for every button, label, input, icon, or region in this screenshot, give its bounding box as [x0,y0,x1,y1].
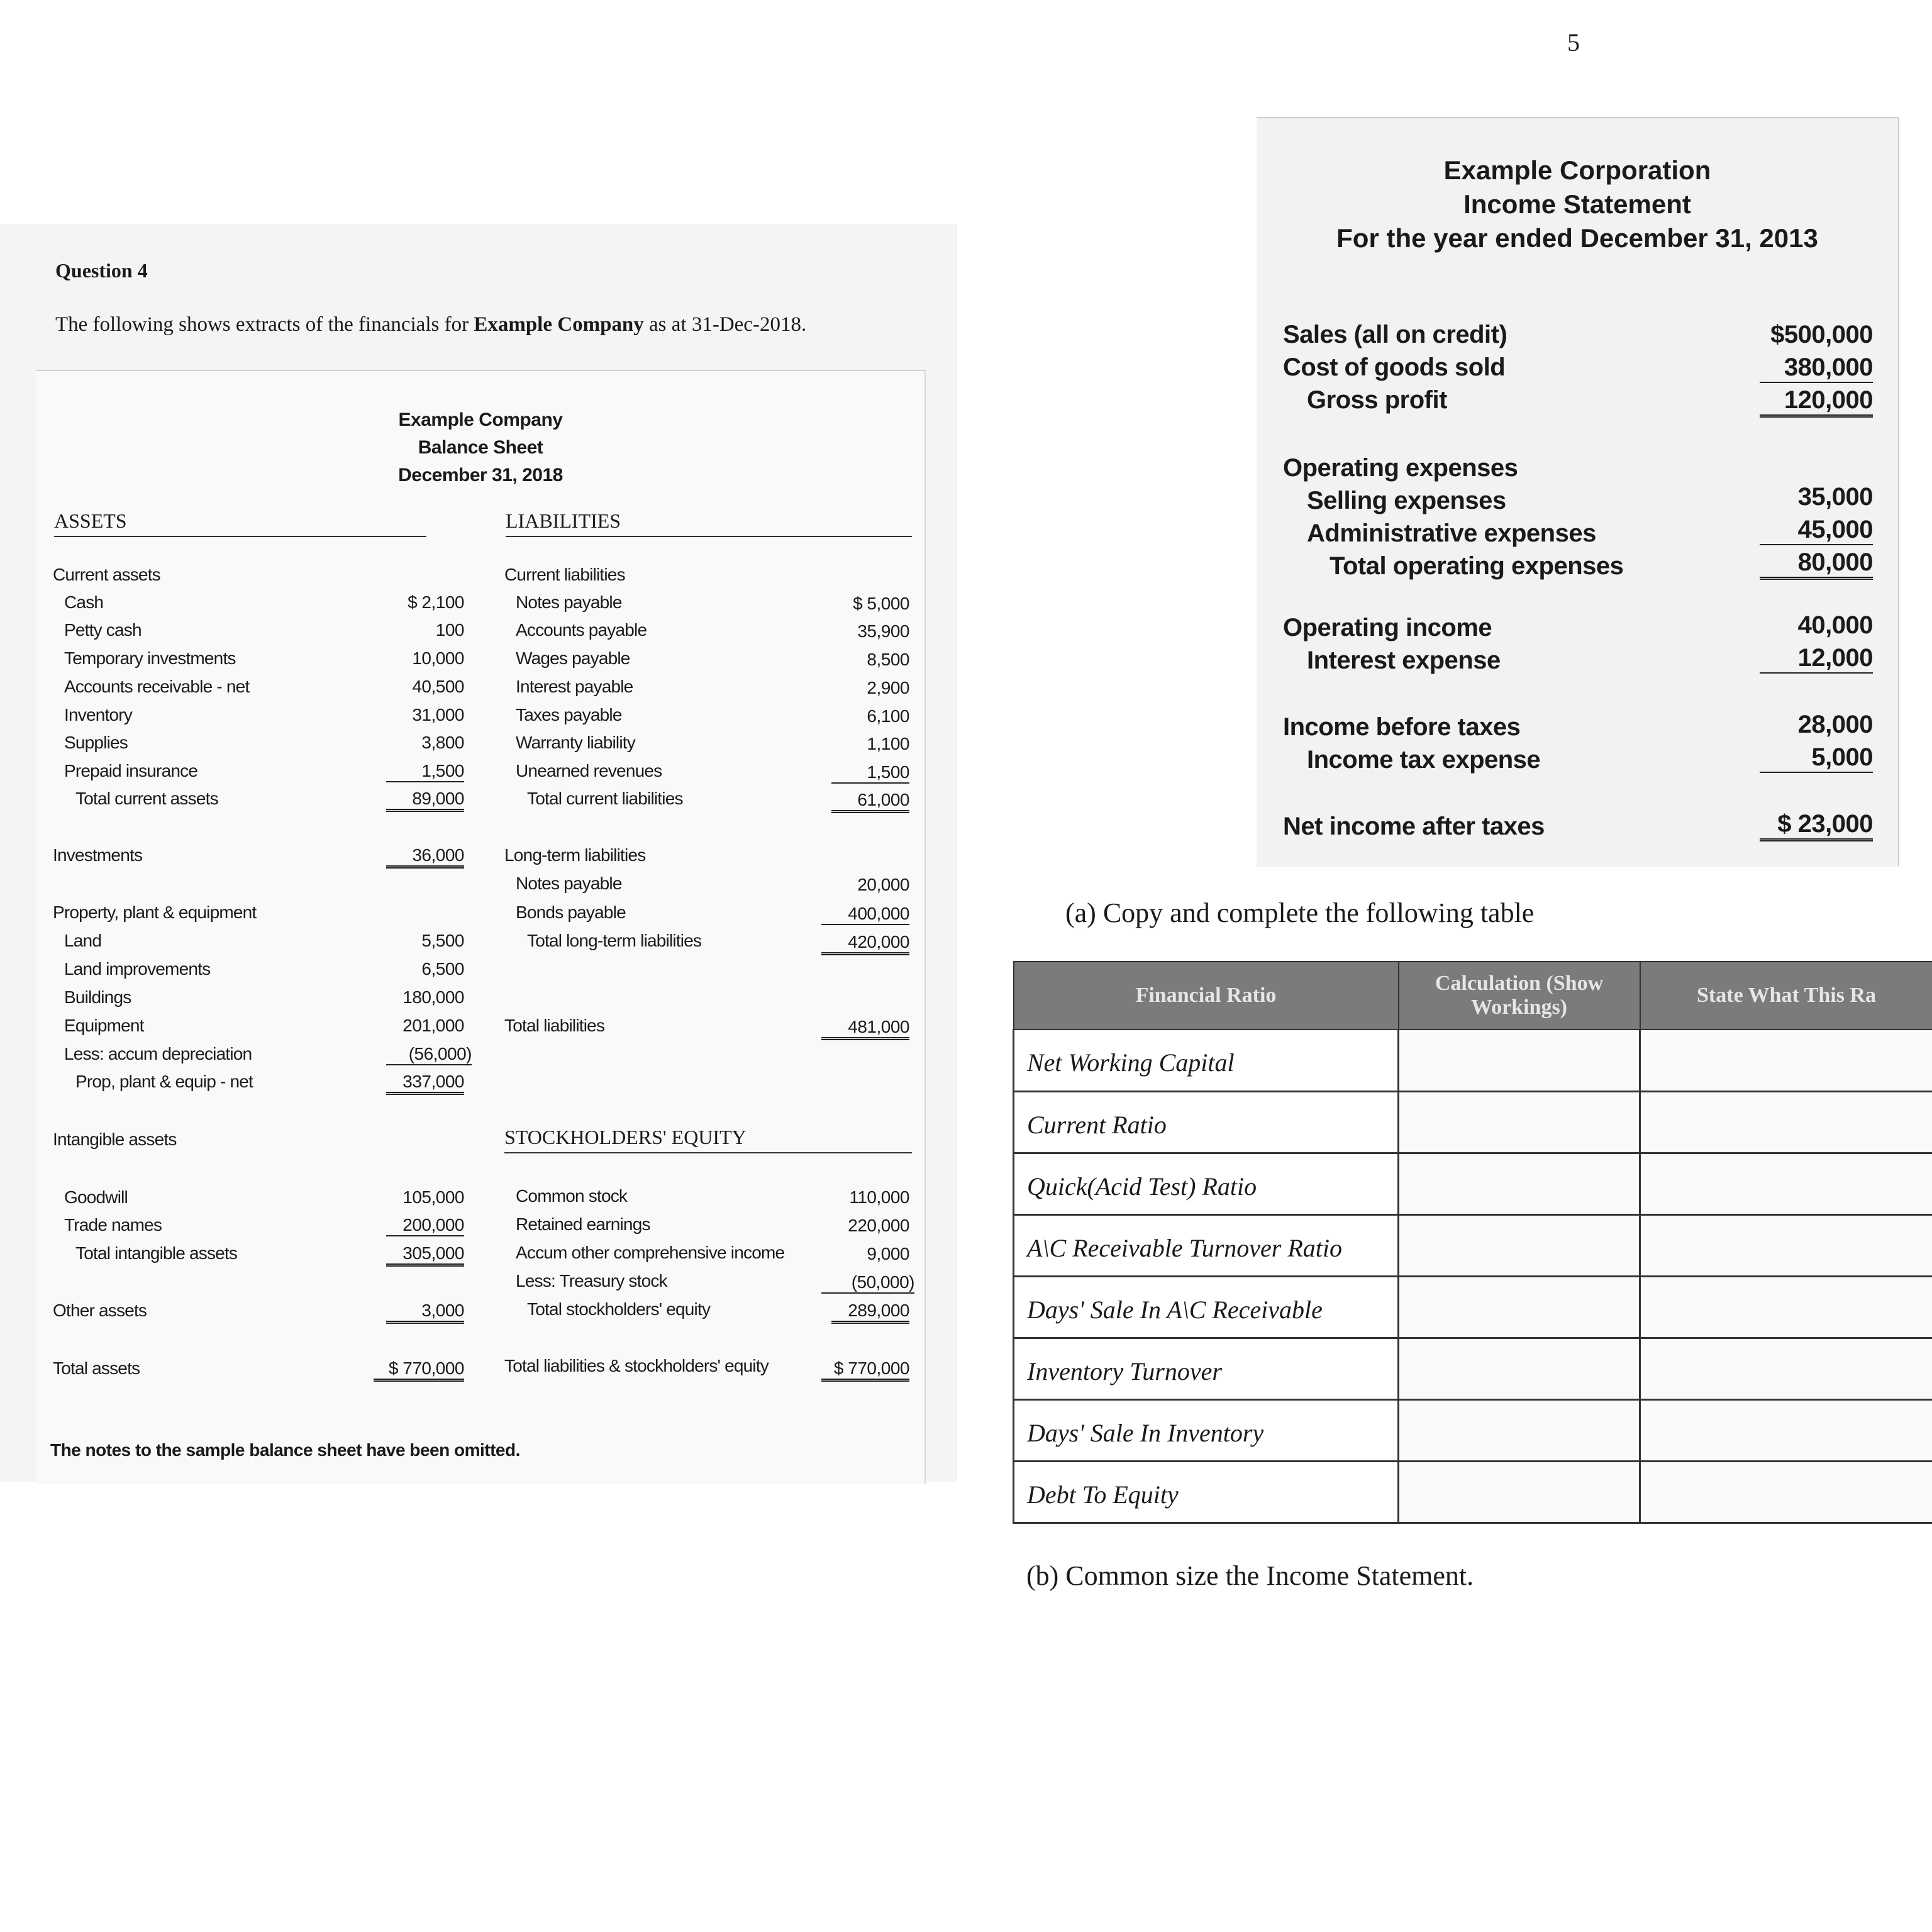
ratio-header-row [1014,962,1932,1030]
other-assets-label: Other assets [53,1301,147,1320]
intangible-label: Goodwill [64,1187,128,1207]
equity-title: STOCKHOLDERS' EQUITY [504,1126,747,1148]
cl-label: Notes payable [516,592,622,612]
bs-company: Example Company [398,409,563,430]
is-company: Example Corporation [1443,155,1711,185]
balance-sheet [36,370,926,1484]
admin-value: 45,000 [1760,516,1873,545]
header-calculation: Calculation (Show Workings) [1399,962,1640,1030]
ratio-name: Debt To Equity [1014,1461,1399,1523]
selling-label: Selling expenses [1307,487,1506,514]
net-income-value: $ 23,000 [1760,810,1873,841]
calculation-cell[interactable] [1399,1338,1640,1399]
equity-value: (50,000) [821,1272,914,1294]
table-row [1014,1461,1932,1523]
ppe-label: Buildings [64,987,131,1007]
intangible-value: 200,000 [386,1215,464,1236]
lt-label: Bonds payable [516,902,626,922]
is-period: For the year ended December 31, 2013 [1336,223,1818,253]
meaning-cell[interactable] [1640,1214,1932,1276]
lt-total-label: Total long-term liabilities [527,931,702,950]
ca-label: Temporary investments [64,648,236,668]
cl-value: $ 5,000 [853,594,909,613]
ppe-value: 180,000 [402,987,464,1007]
equity-label: Common stock [516,1186,628,1206]
table-row [1014,1214,1932,1276]
liabilities-title: LIABILITIES [506,509,621,532]
total-opex-label: Total operating expenses [1330,552,1624,580]
task-a: (a) Copy and complete the following table [1065,897,1535,928]
table-row [1014,1091,1932,1153]
meaning-cell[interactable] [1640,1461,1932,1523]
ratio-name: Current Ratio [1014,1091,1399,1153]
cogs-label: Cost of goods sold [1283,353,1506,381]
total-opex-value: 80,000 [1760,548,1873,580]
ca-label: Petty cash [64,620,142,640]
meaning-cell[interactable] [1640,1091,1932,1153]
total-liabilities-label: Total liabilities [504,1016,605,1035]
current-liabilities-heading: Current liabilities [504,565,625,584]
ca-value: $ 2,100 [408,592,464,612]
ppe-label: Less: accum depreciation [64,1044,252,1063]
sales-value: $500,000 [1770,321,1873,348]
intangibles-heading: Intangible assets [53,1130,177,1149]
ca-value: 100 [435,620,464,640]
ca-label: Prepaid insurance [64,761,198,780]
calculation-cell[interactable] [1399,1461,1640,1523]
cl-label: Warranty liability [516,733,635,752]
calculation-cell[interactable] [1399,1276,1640,1338]
ca-value: 10,000 [412,648,464,668]
intangibles-total-label: Total intangible assets [75,1243,238,1263]
income-statement [1257,117,1899,867]
meaning-cell[interactable] [1640,1153,1932,1214]
ca-label: Inventory [64,705,132,724]
question-title: Question 4 [55,259,148,282]
ppe-value: (56,000) [386,1044,472,1065]
page-number: 5 [1567,28,1580,57]
total-current-assets-label: Total current assets [75,789,218,808]
ppe-total-value: 337,000 [386,1072,464,1095]
cl-value: 1,100 [867,734,909,753]
interest-label: Interest expense [1307,647,1501,674]
balance-sheet-header [36,406,924,489]
current-assets-heading: Current assets [53,565,160,584]
intangibles-total-value: 305,000 [386,1243,464,1267]
intro-suffix: as at 31-Dec-2018. [643,313,807,336]
equity-label: Accum other comprehensive income [516,1243,785,1262]
task-b: (b) Common size the Income Statement. [1026,1560,1474,1591]
table-row [1014,1338,1932,1399]
intangible-value: 105,000 [402,1187,464,1207]
equity-value: 9,000 [867,1244,909,1263]
ratio-name: Inventory Turnover [1014,1338,1399,1399]
total-liabilities-value: 481,000 [821,1017,909,1040]
lt-liabilities-heading: Long-term liabilities [504,845,646,865]
calculation-cell[interactable] [1399,1153,1640,1214]
ppe-label: Land improvements [64,959,211,979]
opex-heading: Operating expenses [1283,454,1518,482]
total-equity-value: 289,000 [831,1301,909,1324]
assets-rule [54,536,426,537]
income-before-taxes-value: 28,000 [1797,711,1873,738]
ca-label: Accounts receivable - net [64,677,250,696]
table-row [1014,1030,1932,1091]
equity-label: Retained earnings [516,1214,650,1234]
ratio-name: Days' Sale In A\C Receivable [1014,1276,1399,1338]
calculation-cell[interactable] [1399,1091,1640,1153]
bs-date: December 31, 2018 [398,465,563,486]
liabilities-rule [506,536,912,537]
ppe-value: 6,500 [421,959,464,979]
investments-label: Investments [53,845,143,865]
gross-profit-label: Gross profit [1307,386,1447,414]
net-income-label: Net income after taxes [1283,813,1545,840]
cl-label: Interest payable [516,677,633,696]
equity-value: 220,000 [848,1216,909,1235]
lt-value: 400,000 [821,904,909,925]
ca-value: 3,800 [421,733,464,752]
ppe-heading: Property, plant & equipment [53,902,257,922]
tax-value: 5,000 [1760,743,1873,773]
cl-label: Taxes payable [516,705,622,724]
question-intro [55,313,806,336]
cogs-value: 380,000 [1760,353,1873,383]
meaning-cell[interactable] [1640,1030,1932,1091]
equity-label: Less: Treasury stock [516,1271,667,1291]
lt-total-value: 420,000 [821,932,909,955]
cl-label: Unearned revenues [516,761,662,780]
total-equity-label: Total stockholders' equity [527,1299,711,1319]
sales-label: Sales (all on credit) [1283,321,1507,348]
calculation-cell[interactable] [1399,1399,1640,1461]
balance-sheet-note: The notes to the sample balance sheet have been omitted. [50,1440,520,1460]
equity-value: 110,000 [849,1187,909,1207]
total-current-liabilities-label: Total current liabilities [527,789,683,808]
lt-label: Notes payable [516,874,622,893]
cl-value: 8,500 [867,650,909,669]
ca-value: 31,000 [412,705,464,724]
ca-label: Supplies [64,733,128,752]
operating-income-label: Operating income [1283,614,1492,641]
selling-value: 35,000 [1797,483,1873,511]
total-assets-label: Total assets [53,1358,140,1378]
intro-prefix: The following shows extracts of the financials for [55,313,474,336]
total-liab-equity-value: $ 770,000 [821,1358,909,1382]
total-current-liabilities-value: 61,000 [831,790,909,813]
investments-value: 36,000 [386,845,464,869]
balance-sheet-scan [0,224,957,1482]
total-liab-equity-label: Total liabilities & stockholders' equity [504,1356,769,1375]
total-assets-value: $ 770,000 [374,1358,464,1382]
cl-value: 2,900 [867,678,909,697]
total-current-assets-value: 89,000 [386,789,464,812]
header-state-meaning: State What This Ra [1640,962,1932,1030]
ca-label: Cash [64,592,104,612]
intro-company: Example Company [474,313,644,336]
cl-value: 6,100 [867,706,909,726]
is-title: Income Statement [1463,189,1691,219]
ratio-table-grid [1013,961,1932,1524]
bs-title: Balance Sheet [418,437,543,458]
ratio-name: Days' Sale In Inventory [1014,1399,1399,1461]
meaning-cell[interactable] [1640,1338,1932,1399]
meaning-cell[interactable] [1640,1276,1932,1338]
ppe-value: 201,000 [402,1016,464,1035]
calculation-cell[interactable] [1399,1214,1640,1276]
header-financial-ratio: Financial Ratio [1014,962,1399,1030]
calculation-cell[interactable] [1399,1030,1640,1091]
ratio-name: Quick(Acid Test) Ratio [1014,1153,1399,1214]
table-row [1014,1153,1932,1214]
income-statement-header [1257,153,1898,255]
cl-label: Accounts payable [516,620,647,640]
ca-value: 1,500 [386,761,464,782]
ratio-name: Net Working Capital [1014,1030,1399,1091]
ppe-label: Land [64,931,102,950]
income-before-taxes-label: Income before taxes [1283,713,1521,741]
ca-value: 40,500 [412,677,464,696]
ratio-table [1013,961,1932,1524]
other-assets-value: 3,000 [386,1301,464,1324]
gross-profit-value: 120,000 [1760,386,1873,418]
intangible-label: Trade names [64,1215,162,1235]
ppe-total-label: Prop, plant & equip - net [75,1072,253,1091]
cl-value: 35,900 [857,621,909,641]
cl-value: 1,500 [831,762,909,784]
cl-label: Wages payable [516,648,630,668]
equity-rule [504,1152,912,1153]
meaning-cell[interactable] [1640,1399,1932,1461]
lt-value: 20,000 [857,875,909,894]
admin-label: Administrative expenses [1307,519,1596,547]
ratio-name: A\C Receivable Turnover Ratio [1014,1214,1399,1276]
ppe-value: 5,500 [421,931,464,950]
tax-label: Income tax expense [1307,746,1541,774]
table-row [1014,1276,1932,1338]
operating-income-value: 40,000 [1797,611,1873,639]
assets-title: ASSETS [54,509,127,532]
ppe-label: Equipment [64,1016,144,1035]
table-row [1014,1399,1932,1461]
interest-value: 12,000 [1760,644,1873,674]
